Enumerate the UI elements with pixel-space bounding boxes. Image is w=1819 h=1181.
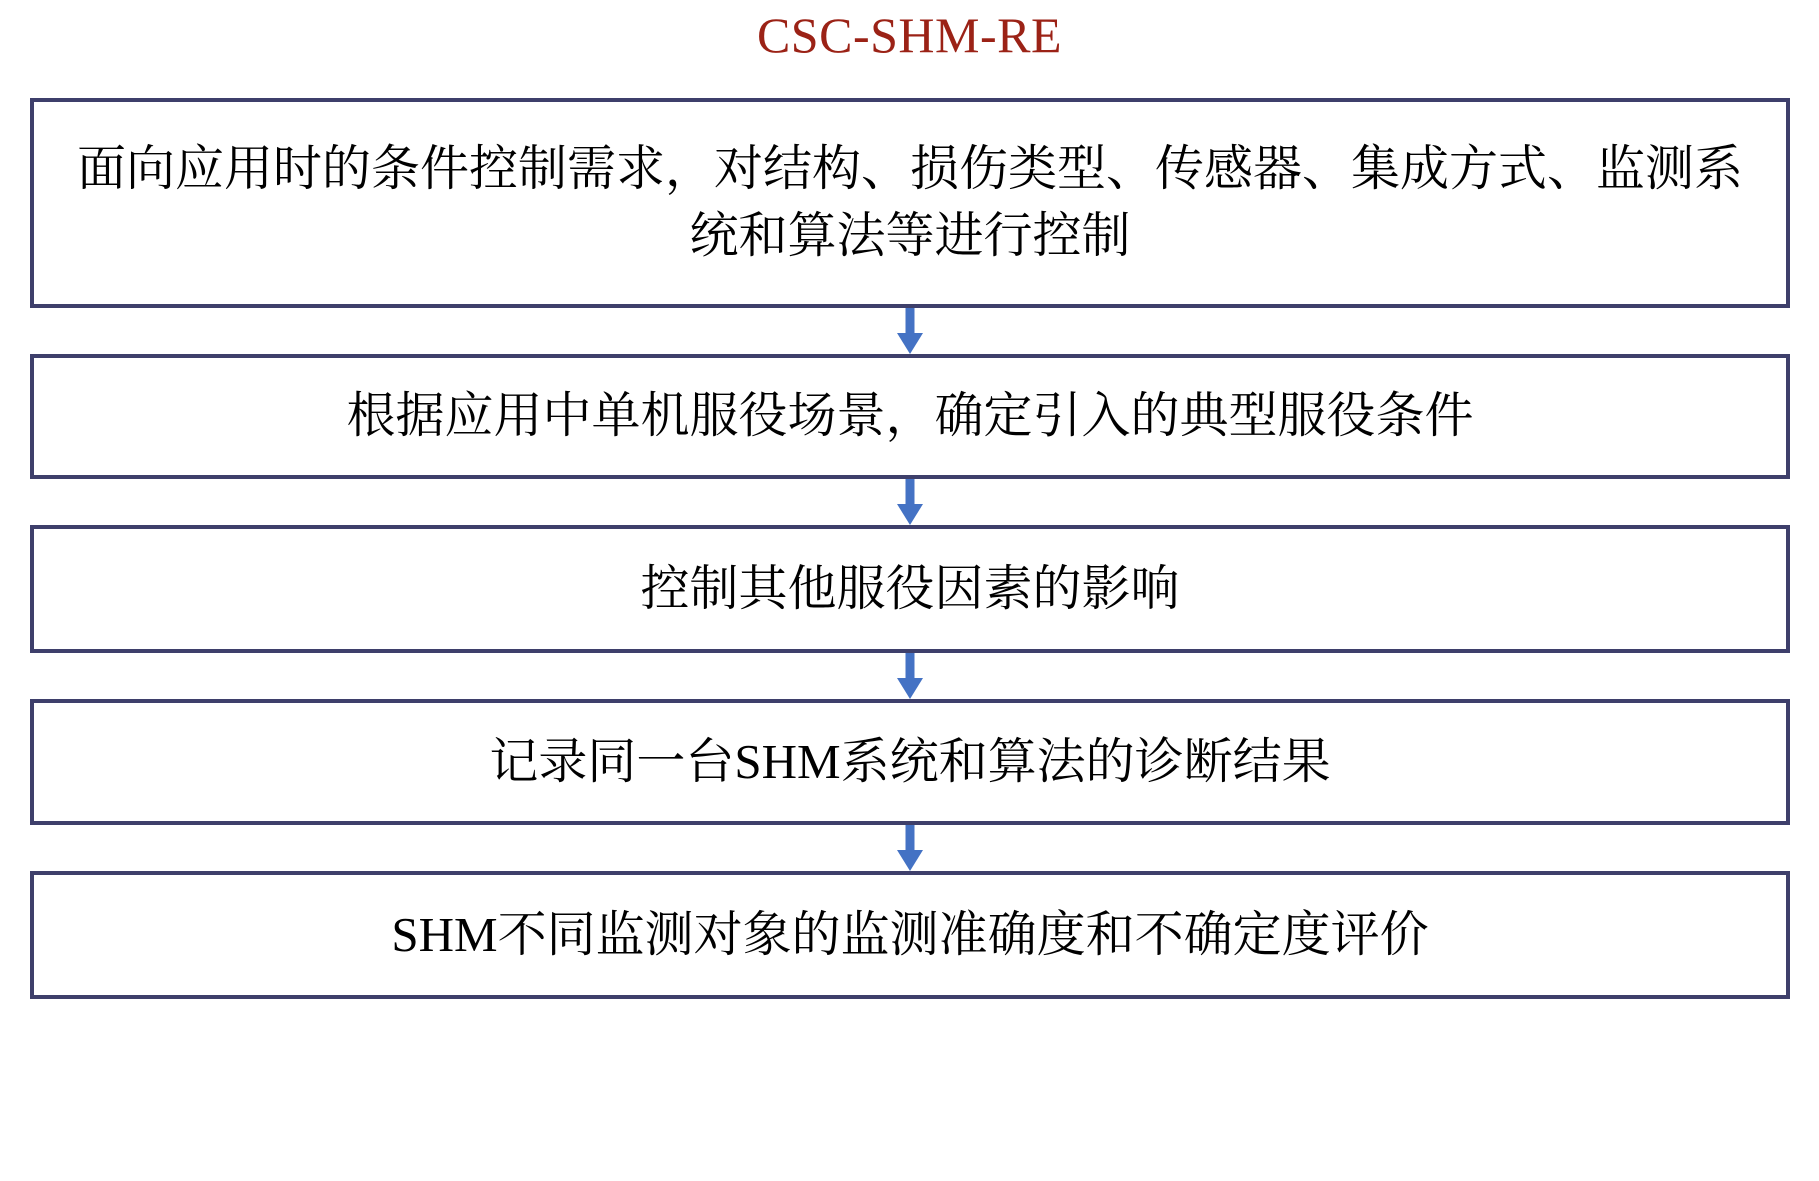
flowchart-arrow-1 xyxy=(30,308,1790,354)
flowchart-node-label: 控制其他服役因素的影响 xyxy=(640,560,1180,616)
flowchart-node-label: 面向应用时的条件控制需求，对结构、损伤类型、传感器、集成方式、监测系统和算法等进行控制 xyxy=(76,141,1743,263)
flowchart-arrow-4 xyxy=(30,825,1790,871)
arrow-down-icon xyxy=(897,825,923,871)
diagram-title: CSC-SHM-RE xyxy=(756,7,1063,63)
arrow-down-icon xyxy=(897,308,923,354)
flowchart-node-label: SHM不同监测对象的监测准确度和不确定度评价 xyxy=(391,906,1429,962)
flowchart-node-evaluation xyxy=(30,871,1790,999)
arrow-head xyxy=(897,333,923,354)
arrow-stem xyxy=(906,479,915,507)
flowchart-node-conditions xyxy=(30,354,1790,479)
flowchart-arrow-3 xyxy=(30,653,1790,699)
flowchart-arrow-2 xyxy=(30,479,1790,525)
flowchart-node-stack xyxy=(30,98,1790,999)
flowchart-node-other-factors xyxy=(30,525,1790,653)
flowchart-node-record-results xyxy=(30,699,1790,825)
arrow-stem xyxy=(906,825,915,853)
flowchart-node-label: 根据应用中单机服役场景，确定引入的典型服役条件 xyxy=(346,388,1474,444)
arrow-down-icon xyxy=(897,479,923,525)
flowchart-node-requirements xyxy=(30,98,1790,308)
arrow-stem xyxy=(906,308,915,336)
arrow-head xyxy=(897,504,923,525)
arrow-head xyxy=(897,678,923,699)
arrow-stem xyxy=(906,653,915,681)
arrow-down-icon xyxy=(897,653,923,699)
flowchart-node-label: 记录同一台SHM系统和算法的诊断结果 xyxy=(489,733,1331,789)
arrow-head xyxy=(897,850,923,871)
